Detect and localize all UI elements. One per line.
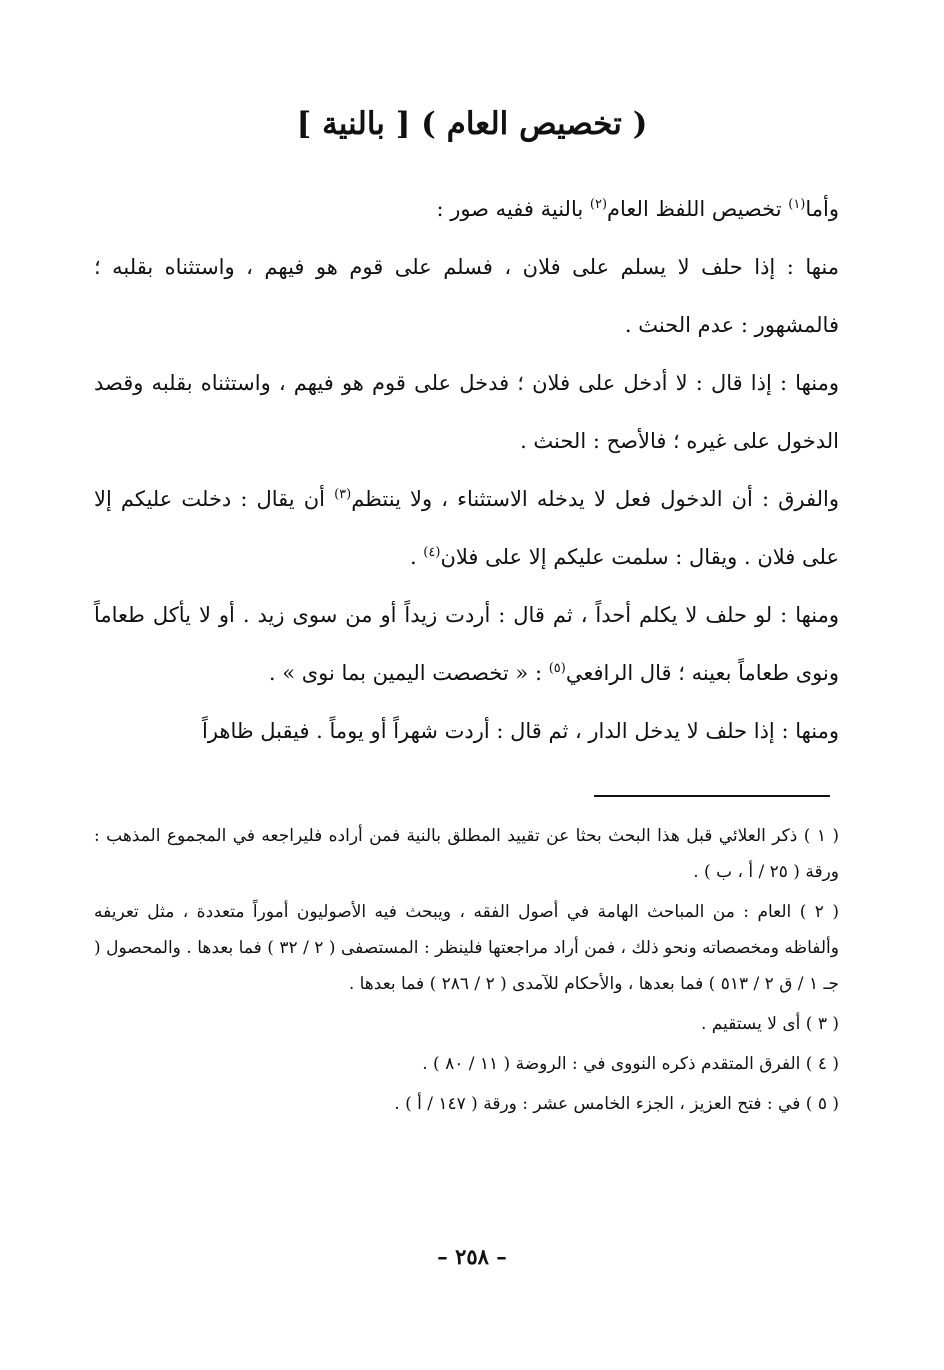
footnotes [94, 818, 839, 1126]
text-run: بالنية ففيه صور : [436, 197, 590, 221]
footnote-ref: (٢) [589, 197, 608, 212]
text-run: أن يقال : دخلت عليكم إلا على فلان . ويقال : سلمت عليكم إلا على فلان [94, 487, 839, 569]
paragraph-difference [94, 470, 839, 586]
footnote-ref: (٥) [548, 661, 566, 676]
footnote-item [94, 818, 839, 890]
footnote-ref: (٤) [423, 545, 441, 560]
footnote-text: العام : من المباحث الهامة في أصول الفقه ، ويبحث فيه الأصوليون أموراً متعددة ، مثل تعريفه وألفاظه ومخصصاته ونحو ذلك ، فمن أراد مراجعتها فلينظر : المستصفى ( ٢ / ٣٢ ) فما بعدها . والمحصول ( جـ ١ / ق ٢ / ٥١٣ ) فما بعدها ، والأحكام للآمدى ( ٢ / ٢٨٦ ) فما بعدها . [94, 902, 839, 994]
text-run: تخصيص اللفظ العام [607, 197, 789, 221]
text-run: ومنها : لو حلف لا يكلم أحداً ، ثم قال : أردت زيداً أو من سوى زيد . أو لا يأكل طعاماً ونوى طعاماً بعينه ؛ قال الرافعي [94, 603, 839, 685]
footnote-item [94, 1086, 839, 1122]
paragraph-case-house [94, 702, 839, 760]
text-run: . [409, 545, 424, 569]
footnote-ref: (٣) [334, 487, 352, 502]
footnote-text: الفرق المتقدم ذكره النووى في : الروضة ( ١١ / ٨٠ ) . [422, 1054, 801, 1074]
text-run: ومنها : إذا حلف لا يدخل الدار ، ثم قال : أردت شهراً أو يوماً . فيقبل ظاهراً [201, 719, 839, 743]
footnote-ref: (١) [788, 197, 806, 212]
footnote-number: ( ٢ ) [799, 902, 839, 922]
main-text [94, 180, 839, 760]
footnote-text: أى لا يستقيم . [700, 1014, 801, 1034]
footnote-number: ( ٥ ) [805, 1094, 839, 1114]
text-run: ومنها : إذا قال : لا أدخل على فلان ؛ فدخل على قوم هو فيهم ، واستثناه بقلبه وقصد الدخول على غيره ؛ فالأصح : الحنث . [94, 371, 839, 453]
paragraph-case-speaking [94, 586, 839, 702]
paragraph-case-greeting [94, 238, 839, 354]
text-run: والفرق : أن الدخول فعل لا يدخله الاستثناء ، ولا ينتظم [351, 487, 839, 511]
page-number: – ٢٥٨ – [437, 1244, 507, 1269]
text-run: وأما [805, 197, 839, 221]
footnote-item [94, 1006, 839, 1042]
text-run: منها : إذا حلف لا يسلم على فلان ، فسلم على قوم هو فيهم ، واستثناه بقلبه ؛ فالمشهور : عدم الحنث . [94, 255, 839, 337]
footnote-number: ( ٤ ) [805, 1054, 839, 1074]
footnote-number: ( ٣ ) [805, 1014, 839, 1034]
footnote-item [94, 1046, 839, 1082]
paragraph-intro [94, 180, 839, 238]
footnote-divider [594, 795, 830, 797]
footnote-text: ذكر العلائي قبل هذا البحث بحثا عن تقييد المطلق بالنية فمن أراده فليراجعه في المجموع المذهب : ورقة ( ٢٥ / أ ، ب ) . [94, 826, 839, 882]
text-run: : « تخصصت اليمين بما نوى » . [268, 661, 549, 685]
footnote-text: في : فتح العزيز ، الجزء الخامس عشر : ورقة ( ١٤٧ / أ ) . [394, 1094, 801, 1114]
footnote-item [94, 894, 839, 1002]
section-heading: ( تخصيص العام ) [ بالنية ] [296, 106, 648, 142]
paragraph-case-entering [94, 354, 839, 470]
footnote-number: ( ١ ) [803, 826, 839, 846]
